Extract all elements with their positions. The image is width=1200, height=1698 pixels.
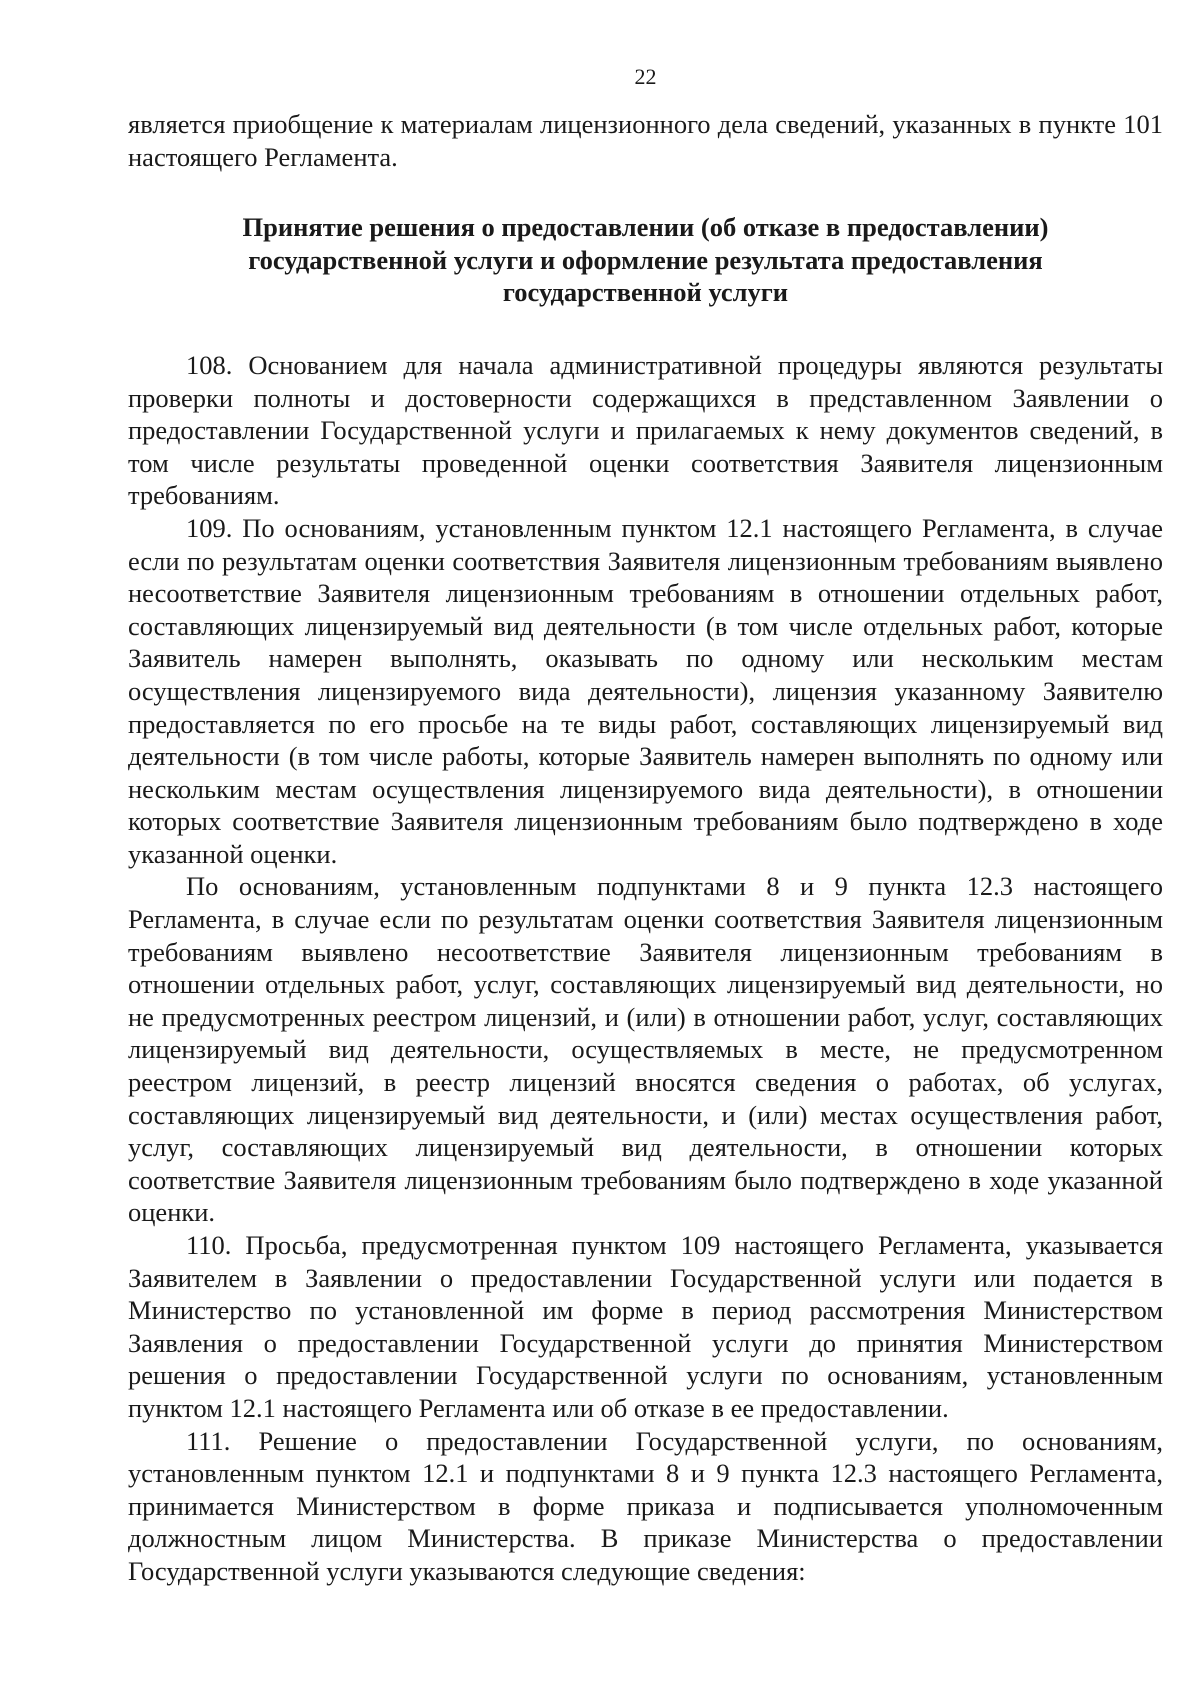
- page-number: 22: [634, 64, 657, 89]
- document-page: [128, 66, 1163, 1588]
- paragraph-109: 109. По основаниям, установленным пунктом 12.1 настоящего Регламента, в случае если по результатам оценки соответствия Заявителя лицензионным требованиям выявлено несоответствие Заявителя лицензионным требованиям в отношении отдельных работ, составляющих лицензируемый вид деятельности (в том числе отдельных работ, которые Заявитель намерен выполнять, оказывать по одному или нескольким местам осуществления лицензируемого вида деятельности), лицензия указанному Заявителю предоставляется по его просьбе на те виды работ, составляющих лицензируемый вид деятельности (в том числе работы, которые Заявитель намерен выполнять по одному или нескольким местам осуществления лицензируемого вида деятельности), в отношении которых соответствие Заявителя лицензионным требованиям было подтверждено в ходе указанной оценки.: [128, 512, 1163, 869]
- section-heading-line-2: государственной услуги и оформление результата предоставления: [248, 244, 1043, 275]
- paragraph-108: 108. Основанием для начала административной процедуры являются результаты проверки полноты и достоверности содержащихся в представленном Заявлении о предоставлении Государственной услуги и прилагаемых к нему документов сведений, в том числе результаты проведенной оценки соответствия Заявителя лицензионным требованиям.: [128, 349, 1163, 511]
- paragraph-111: 111. Решение о предоставлении Государственной услуги, по основаниям, установленным пунктом 12.1 и подпунктами 8 и 9 пункта 12.3 настоящего Регламента, принимается Министерством в форме приказа и подписывается уполномоченным должностным лицом Министерства. В приказе Министерства о предоставлении Государственной услуги указываются следующие сведения:: [128, 1425, 1163, 1586]
- section-heading-line-3: государственной услуги: [502, 277, 789, 308]
- section-heading-line-1: Принятие решения о предоставлении (об отказе в предоставлении): [242, 212, 1049, 243]
- intro-paragraph: является приобщение к материалам лицензионного дела сведений, указанных в пункте 101 настоящего Регламента.: [128, 109, 1163, 172]
- paragraph-109-continued: По основаниям, установленным подпунктами 8 и 9 пункта 12.3 настоящего Регламента, в случае если по результатам оценки соответствия Заявителя лицензионным требованиям выявлено несоответствие Заявителя лицензионным требованиям в отношении отдельных работ, услуг, составляющих лицензируемый вид деятельности, но не предусмотренных реестром лицензий, и (или) в отношении работ, услуг, составляющих лицензируемый вид деятельности, осуществляемых в месте, не предусмотренном реестром лицензий, в реестр лицензий вносятся сведения о работах, об услугах, составляющих лицензируемый вид деятельности, и (или) местах осуществления работ, услуг, составляющих лицензируемый вид деятельности, в отношении которых соответствие Заявителя лицензионным требованиям было подтверждено в ходе указанной оценки.: [128, 871, 1163, 1228]
- paragraph-110: 110. Просьба, предусмотренная пунктом 109 настоящего Регламента, указывается Заявителем в Заявлении о предоставлении Государственной услуги или подается в Министерство по установленной им форме в период рассмотрения Министерством Заявления о предоставлении Государственной услуги до принятия Министерством решения о предоставлении Государственной услуги по основаниям, установленным пунктом 12.1 настоящего Регламента или об отказе в ее предоставлении.: [128, 1230, 1163, 1423]
- section-heading: [128, 211, 1163, 309]
